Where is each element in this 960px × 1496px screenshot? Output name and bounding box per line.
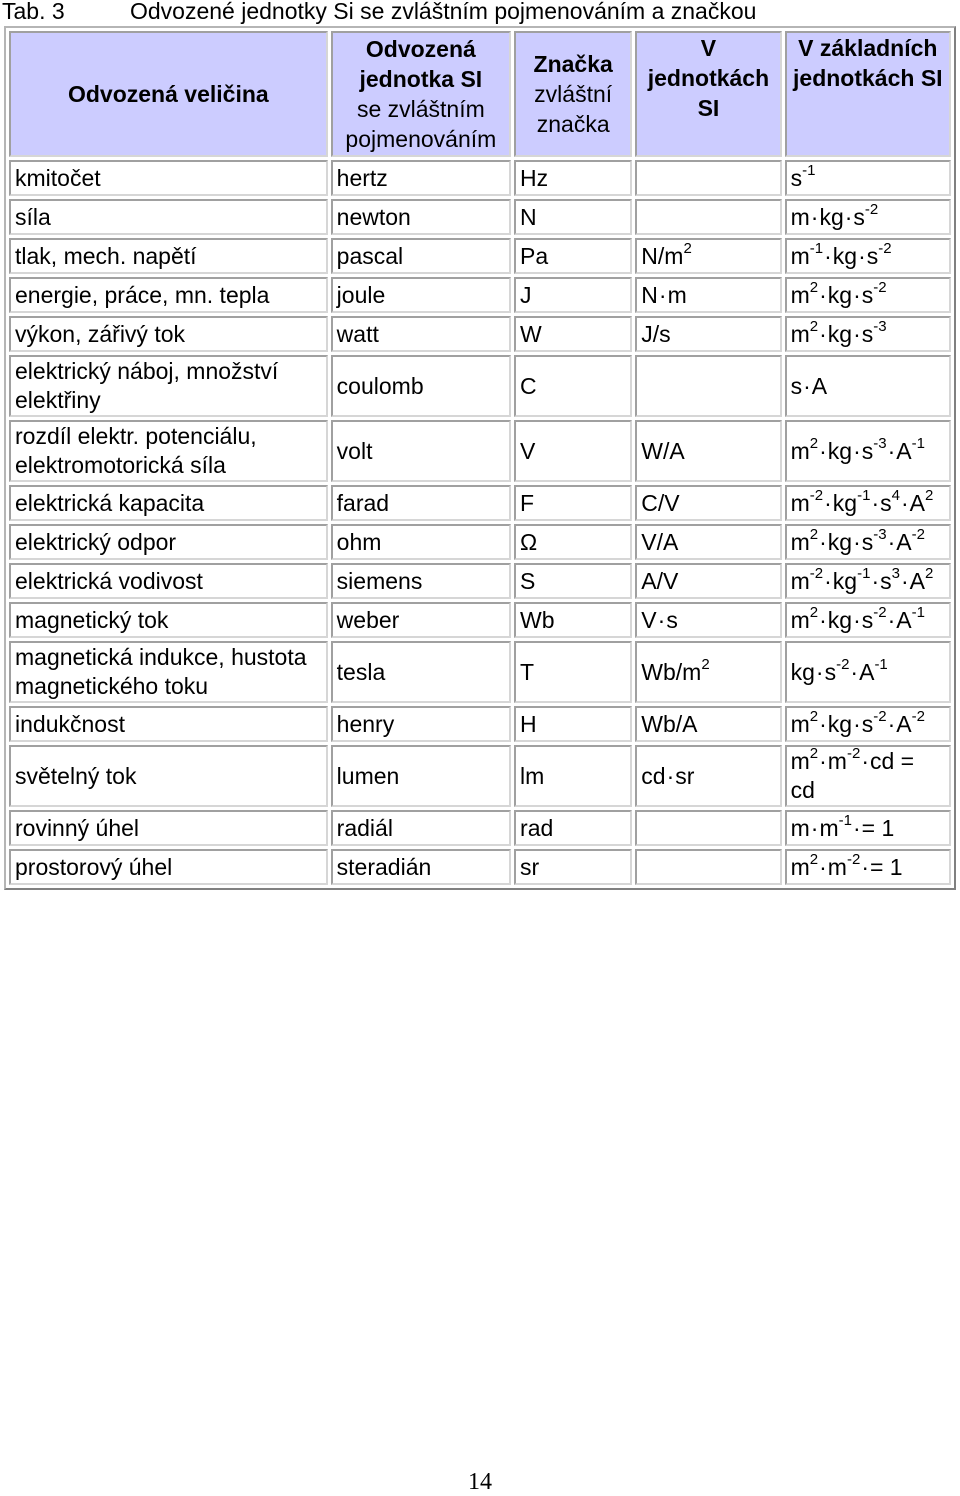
- cell-unit: henry: [331, 706, 511, 742]
- cell-in-si: V/A: [635, 524, 781, 560]
- cell-in-base-si: $m^{-2}\cdot kg^{-1}\cdot s^3\cdot A^2$: [785, 563, 951, 599]
- cell-quantity: výkon, zářivý tok: [9, 316, 328, 352]
- cell-in-base-si: $kg\cdot s^{-2}\cdot A^{-1}$: [785, 641, 951, 703]
- cell-unit: watt: [331, 316, 511, 352]
- table-row: [9, 485, 951, 521]
- table-row: [9, 563, 951, 599]
- cell-symbol: V: [514, 420, 632, 482]
- cell-symbol: lm: [514, 745, 632, 807]
- table-row: [9, 849, 951, 885]
- si-units-table: [4, 26, 956, 890]
- cell-in-si: [635, 355, 781, 417]
- table-row: [9, 524, 951, 560]
- cell-in-si: A/V: [635, 563, 781, 599]
- cell-unit: newton: [331, 199, 511, 235]
- table-row: [9, 706, 951, 742]
- cell-symbol: sr: [514, 849, 632, 885]
- table-label: Tab. 3: [2, 0, 65, 24]
- cell-quantity: elektrický náboj, množství elektřiny: [9, 355, 328, 417]
- cell-quantity: rozdíl elektr. potenciálu, elektromotorická síla: [9, 420, 328, 482]
- cell-in-base-si: $m^2\cdot kg\cdot s^{-3}\cdot A^{-1}$: [785, 420, 951, 482]
- cell-quantity: prostorový úhel: [9, 849, 328, 885]
- table-row: [9, 238, 951, 274]
- cell-in-si: V·s: [635, 602, 781, 638]
- cell-in-base-si: $m^2\cdot kg\cdot s^{-3}\cdot A^{-2}$: [785, 524, 951, 560]
- cell-in-si: J/s: [635, 316, 781, 352]
- table-title: Odvozené jednotky Si se zvláštním pojmenováním a značkou: [130, 0, 757, 24]
- cell-symbol: J: [514, 277, 632, 313]
- cell-in-base-si: $m^2\cdot m^{-2}\cdot cd$ = cd: [785, 745, 951, 807]
- cell-symbol: N: [514, 199, 632, 235]
- cell-symbol: T: [514, 641, 632, 703]
- header-row: [9, 31, 951, 157]
- cell-in-si: cd·sr: [635, 745, 781, 807]
- table-row: [9, 420, 951, 482]
- table-row: [9, 355, 951, 417]
- table-row: [9, 745, 951, 807]
- cell-unit: radiál: [331, 810, 511, 846]
- cell-unit: coulomb: [331, 355, 511, 417]
- cell-quantity: elektrická kapacita: [9, 485, 328, 521]
- cell-in-base-si: $m^2\cdot kg\cdot s^{-2}$: [785, 277, 951, 313]
- cell-in-si: [635, 199, 781, 235]
- cell-in-base-si: $m^{-1}\cdot kg\cdot s^{-2}$: [785, 238, 951, 274]
- cell-in-si: W/A: [635, 420, 781, 482]
- cell-in-base-si: $m^2\cdot m^{-2}\cdot= 1$: [785, 849, 951, 885]
- cell-unit: pascal: [331, 238, 511, 274]
- table-row: [9, 641, 951, 703]
- cell-symbol: C: [514, 355, 632, 417]
- cell-symbol: rad: [514, 810, 632, 846]
- table-row: [9, 199, 951, 235]
- cell-in-base-si: $s^{-1}$: [785, 160, 951, 196]
- cell-symbol: Pa: [514, 238, 632, 274]
- cell-quantity: síla: [9, 199, 328, 235]
- cell-unit: ohm: [331, 524, 511, 560]
- cell-quantity: rovinný úhel: [9, 810, 328, 846]
- cell-unit: farad: [331, 485, 511, 521]
- table-row: [9, 277, 951, 313]
- cell-quantity: tlak, mech. napětí: [9, 238, 328, 274]
- table-body: [9, 160, 951, 885]
- cell-in-base-si: $m^2\cdot kg\cdot s^{-3}$: [785, 316, 951, 352]
- cell-unit: tesla: [331, 641, 511, 703]
- header-in-si: V jednotkách SI: [635, 31, 781, 157]
- table-caption: [0, 0, 960, 24]
- cell-quantity: kmitočet: [9, 160, 328, 196]
- cell-symbol: Hz: [514, 160, 632, 196]
- cell-unit: hertz: [331, 160, 511, 196]
- cell-quantity: světelný tok: [9, 745, 328, 807]
- header-quantity: Odvozená veličina: [9, 31, 328, 157]
- cell-unit: lumen: [331, 745, 511, 807]
- cell-symbol: W: [514, 316, 632, 352]
- header-unit: Odvozená jednotka SI se zvláštním pojmenováním: [331, 31, 511, 157]
- cell-quantity: energie, práce, mn. tepla: [9, 277, 328, 313]
- header-in-base-si: V základních jednotkách SI: [785, 31, 951, 157]
- cell-quantity: magnetický tok: [9, 602, 328, 638]
- cell-symbol: Wb: [514, 602, 632, 638]
- cell-in-si: $Wb/m^2$: [635, 641, 781, 703]
- cell-in-base-si: $m^2\cdot kg\cdot s^{-2}\cdot A^{-1}$: [785, 602, 951, 638]
- cell-in-base-si: $m^{-2}\cdot kg^{-1}\cdot s^4\cdot A^2$: [785, 485, 951, 521]
- table-row: [9, 316, 951, 352]
- cell-in-si: $N/m^2$: [635, 238, 781, 274]
- cell-unit: steradián: [331, 849, 511, 885]
- cell-quantity: elektrický odpor: [9, 524, 328, 560]
- table-row: [9, 810, 951, 846]
- cell-unit: siemens: [331, 563, 511, 599]
- cell-in-base-si: s·A: [785, 355, 951, 417]
- cell-quantity: magnetická indukce, hustota magnetického toku: [9, 641, 328, 703]
- page-number: 14: [468, 1469, 492, 1495]
- cell-in-si: [635, 810, 781, 846]
- table-row: [9, 602, 951, 638]
- cell-unit: volt: [331, 420, 511, 482]
- cell-in-si: Wb/A: [635, 706, 781, 742]
- cell-in-si: N·m: [635, 277, 781, 313]
- cell-symbol: F: [514, 485, 632, 521]
- cell-in-base-si: $m\cdot m^{-1}\cdot= 1$: [785, 810, 951, 846]
- cell-in-si: [635, 160, 781, 196]
- cell-symbol: Ω: [514, 524, 632, 560]
- cell-symbol: H: [514, 706, 632, 742]
- cell-unit: joule: [331, 277, 511, 313]
- cell-in-si: C/V: [635, 485, 781, 521]
- header-symbol: Značka zvláštní značka: [514, 31, 632, 157]
- cell-unit: weber: [331, 602, 511, 638]
- table-row: [9, 160, 951, 196]
- cell-quantity: elektrická vodivost: [9, 563, 328, 599]
- cell-in-si: [635, 849, 781, 885]
- cell-in-base-si: $m\cdot kg\cdot s^{-2}$: [785, 199, 951, 235]
- cell-symbol: S: [514, 563, 632, 599]
- cell-in-base-si: $m^2\cdot kg\cdot s^{-2}\cdot A^{-2}$: [785, 706, 951, 742]
- cell-quantity: indukčnost: [9, 706, 328, 742]
